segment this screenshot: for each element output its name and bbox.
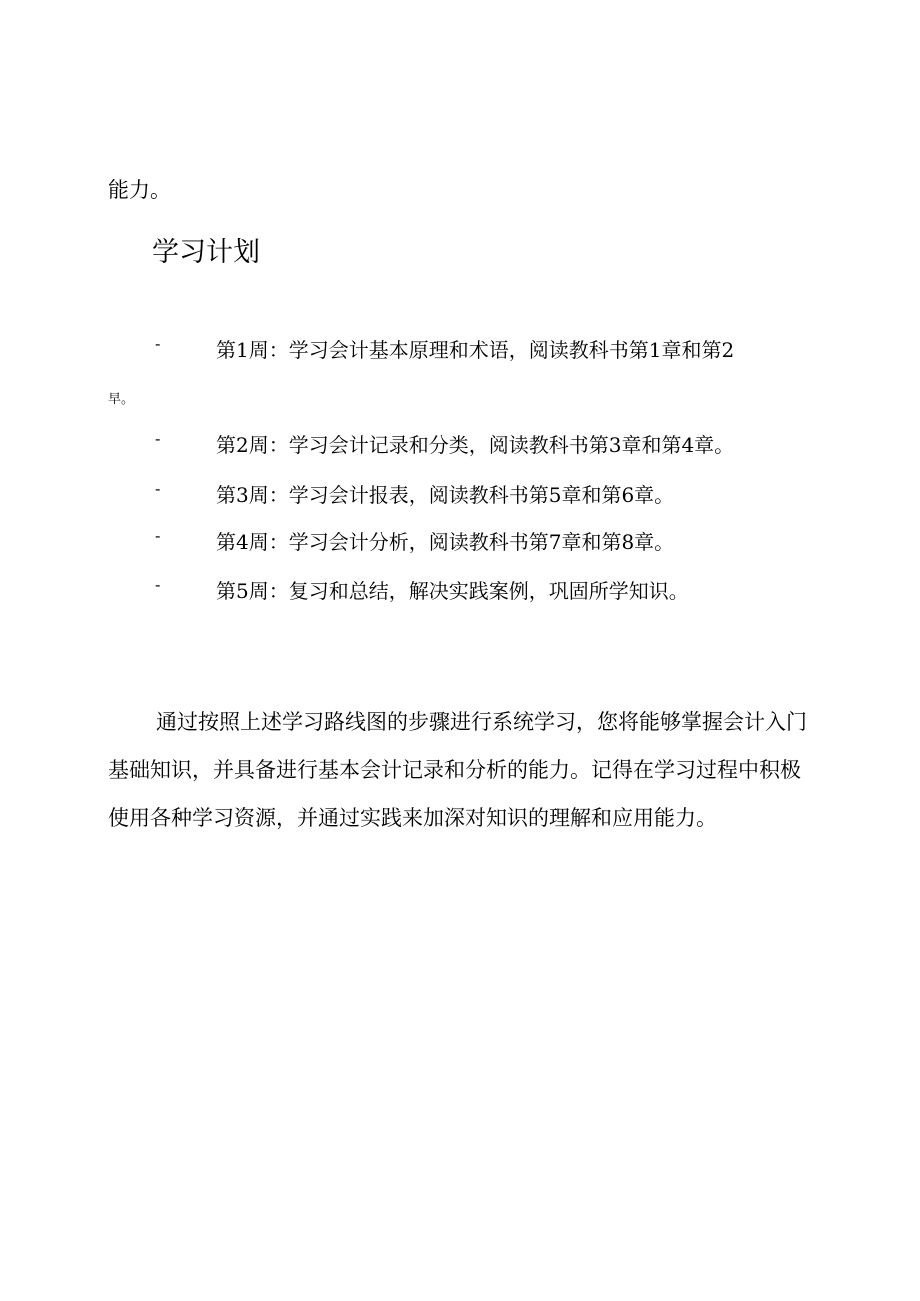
- plan-item-bullet: -: [155, 479, 161, 498]
- carryover-text: 能力。: [108, 178, 171, 202]
- plan-item-text: 第5周：复习和总结，解决实践案例，巩固所学知识。: [216, 579, 689, 603]
- section-heading: 学习计划: [152, 237, 260, 268]
- plan-item-text: 第2周：学习会计记录和分类，阅读教科书第3章和第4章。: [216, 433, 735, 457]
- plan-item: [0, 575, 920, 605]
- paragraph-line: 使用各种学习资源，并通过实践来加深对知识的理解和应用能力。: [108, 806, 717, 830]
- paragraph-line: 通过按照上述学习路线图的步骤进行系统学习，您将能够掌握会计入门: [156, 710, 807, 734]
- plan-item-text: 第3周：学习会计报表，阅读教科书第5章和第6章。: [216, 483, 675, 507]
- plan-item-bullet: -: [155, 575, 161, 594]
- plan-item-bullet: -: [155, 334, 161, 353]
- closing-paragraph: [108, 698, 828, 842]
- plan-item-bullet: -: [155, 429, 161, 448]
- plan-item: [0, 334, 920, 364]
- plan-item-text: 第1周：学习会计基本原理和术语，阅读教科书第1章和第2: [216, 338, 735, 362]
- plan-item-wrap-fragment: 早。: [108, 392, 135, 407]
- plan-item: [0, 429, 920, 459]
- plan-item: [0, 526, 920, 556]
- paragraph-line: 基础知识，并具备进行基本会计记录和分析的能力。记得在学习过程中积极: [108, 758, 801, 782]
- plan-item-text: 第4周：学习会计分析，阅读教科书第7章和第8章。: [216, 530, 675, 554]
- plan-item-bullet: -: [155, 526, 161, 545]
- plan-item: [0, 479, 920, 509]
